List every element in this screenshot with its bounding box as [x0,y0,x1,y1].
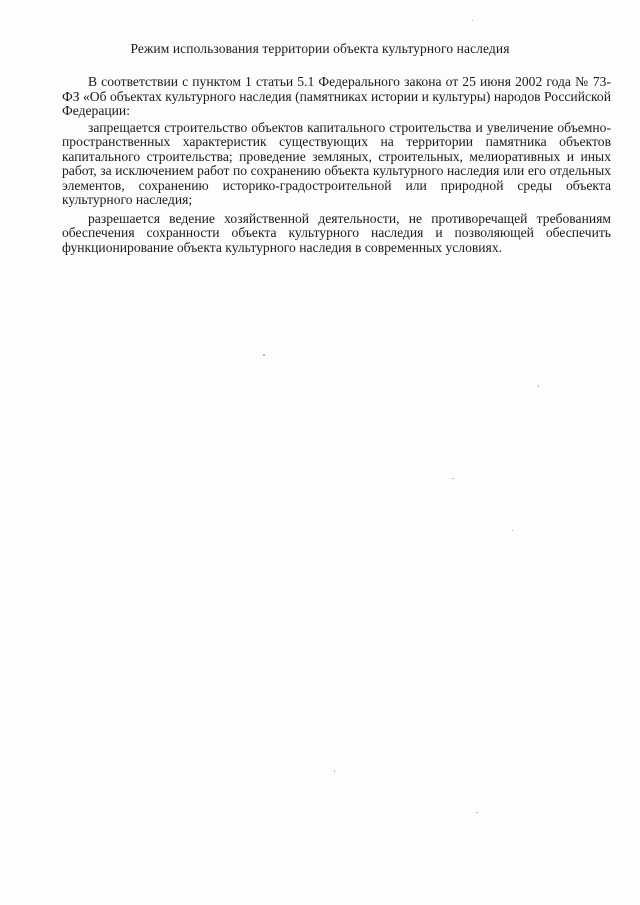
scan-speck [472,20,473,21]
document-title: Режим использования территории объекта культурного наследия [130,41,510,56]
scan-speck [476,812,478,813]
document-body [62,75,611,259]
scan-speck [538,385,539,387]
scan-speck [512,530,513,531]
paragraph-prohibitions: запрещается строительство объектов капитального строительства и увеличение объемно-пространственных характеристик существующих на территории памятника объектов капитального строительства; проведение земляных, строительных, мелиоративных и иных работ, за исключением работ по сохранению объекта культурного наследия или его отдельных элементов, сохранению историко-градостроительной или природной среды объекта культурного наследия; [62,119,611,207]
paragraph-legal-basis: В соответствии с пунктом 1 статьи 5.1 Федерального закона от 25 июня 2002 года № 73-ФЗ «Об объектах культурного наследия (памятниках истории и культуры) народов Российской Федерации: [62,74,611,118]
scan-speck [334,770,335,772]
scan-speck [452,478,454,479]
paragraph-permissions: разрешается ведение хозяйственной деятельности, не противоречащей требованиям обеспечения сохранности объекта культурного наследия и позволяющей обеспечить функционирование объекта культурного наследия в современных условиях. [62,210,611,255]
scan-speck [263,354,265,356]
